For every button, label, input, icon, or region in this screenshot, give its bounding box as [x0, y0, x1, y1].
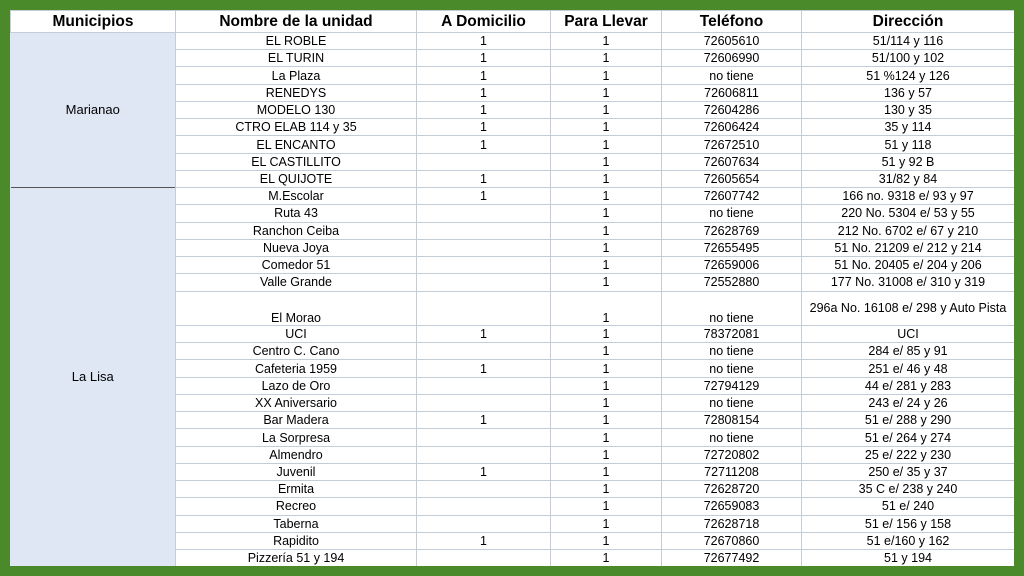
cell-telefono[interactable]: 72628769: [662, 222, 802, 239]
cell-nombre[interactable]: Valle Grande: [176, 274, 417, 291]
cell-domicilio[interactable]: [417, 291, 551, 326]
table-row: [11, 33, 1015, 50]
cell-llevar[interactable]: 1: [551, 136, 662, 153]
cell-direccion[interactable]: 35 y 114: [802, 119, 1015, 136]
cell-llevar[interactable]: 1: [551, 360, 662, 377]
cell-nombre[interactable]: EL ROBLE: [176, 33, 417, 50]
cell-domicilio[interactable]: 1: [417, 463, 551, 480]
cell-nombre[interactable]: XX Aniversario: [176, 394, 417, 411]
cell-direccion[interactable]: 51 e/ 156 y 158: [802, 515, 1015, 532]
cell-llevar[interactable]: 1: [551, 101, 662, 118]
cell-domicilio[interactable]: [417, 274, 551, 291]
cell-telefono[interactable]: 72606424: [662, 119, 802, 136]
cell-direccion[interactable]: UCI: [802, 326, 1015, 343]
cell-nombre[interactable]: EL QUIJOTE: [176, 170, 417, 187]
cell-telefono[interactable]: no tiene: [662, 343, 802, 360]
cell-telefono[interactable]: 72808154: [662, 412, 802, 429]
cell-telefono[interactable]: 72672510: [662, 136, 802, 153]
cell-direccion[interactable]: 51/100 y 102: [802, 50, 1015, 67]
cell-llevar[interactable]: 1: [551, 550, 662, 566]
cell-direccion[interactable]: 250 e/ 35 y 37: [802, 463, 1015, 480]
cell-domicilio[interactable]: [417, 239, 551, 256]
cell-telefono[interactable]: 72655495: [662, 239, 802, 256]
cell-domicilio[interactable]: 1: [417, 84, 551, 101]
cell-llevar[interactable]: 1: [551, 153, 662, 170]
cell-domicilio[interactable]: 1: [417, 50, 551, 67]
cell-domicilio[interactable]: [417, 153, 551, 170]
cell-telefono[interactable]: 72794129: [662, 377, 802, 394]
cell-domicilio[interactable]: 1: [417, 33, 551, 50]
cell-direccion[interactable]: 51 e/ 240: [802, 498, 1015, 515]
cell-direccion[interactable]: 284 e/ 85 y 91: [802, 343, 1015, 360]
cell-domicilio[interactable]: 1: [417, 136, 551, 153]
cell-domicilio[interactable]: [417, 377, 551, 394]
cell-nombre[interactable]: M.Escolar: [176, 188, 417, 205]
cell-domicilio[interactable]: 1: [417, 101, 551, 118]
cell-direccion[interactable]: 136 y 57: [802, 84, 1015, 101]
cell-nombre[interactable]: Rapidito: [176, 532, 417, 549]
header-row: [11, 11, 1015, 33]
cell-direccion[interactable]: 51 No. 21209 e/ 212 y 214: [802, 239, 1015, 256]
cell-nombre[interactable]: Centro C. Cano: [176, 343, 417, 360]
cell-domicilio[interactable]: [417, 394, 551, 411]
cell-direccion[interactable]: 31/82 y 84: [802, 170, 1015, 187]
cell-direccion[interactable]: 51 %124 y 126: [802, 67, 1015, 84]
cell-direccion[interactable]: 130 y 35: [802, 101, 1015, 118]
cell-llevar[interactable]: 1: [551, 274, 662, 291]
cell-domicilio[interactable]: [417, 550, 551, 566]
cell-telefono[interactable]: no tiene: [662, 67, 802, 84]
cell-direccion[interactable]: 51 y 118: [802, 136, 1015, 153]
cell-nombre[interactable]: La Sorpresa: [176, 429, 417, 446]
cell-llevar[interactable]: 1: [551, 377, 662, 394]
cell-domicilio[interactable]: [417, 429, 551, 446]
cell-nombre[interactable]: Nueva Joya: [176, 239, 417, 256]
cell-llevar[interactable]: 1: [551, 343, 662, 360]
cell-telefono[interactable]: 72628720: [662, 481, 802, 498]
cell-telefono[interactable]: 72604286: [662, 101, 802, 118]
cell-llevar[interactable]: 1: [551, 532, 662, 549]
cell-llevar[interactable]: 1: [551, 50, 662, 67]
cell-llevar[interactable]: 1: [551, 291, 662, 326]
cell-llevar[interactable]: 1: [551, 412, 662, 429]
cell-llevar[interactable]: 1: [551, 239, 662, 256]
cell-telefono[interactable]: no tiene: [662, 291, 802, 326]
cell-nombre[interactable]: MODELO 130: [176, 101, 417, 118]
cell-direccion[interactable]: 51/114 y 116: [802, 33, 1015, 50]
cell-direccion[interactable]: 51 No. 20405 e/ 204 y 206: [802, 257, 1015, 274]
cell-telefono[interactable]: 78372081: [662, 326, 802, 343]
cell-telefono[interactable]: 72606811: [662, 84, 802, 101]
cell-direccion[interactable]: 25 e/ 222 y 230: [802, 446, 1015, 463]
cell-domicilio[interactable]: [417, 481, 551, 498]
cell-direccion[interactable]: 51 e/ 264 y 274: [802, 429, 1015, 446]
cell-nombre[interactable]: Bar Madera: [176, 412, 417, 429]
cell-telefono[interactable]: 72607634: [662, 153, 802, 170]
header-llevar[interactable]: Para Llevar: [551, 11, 662, 33]
cell-telefono[interactable]: no tiene: [662, 394, 802, 411]
cell-domicilio[interactable]: 1: [417, 532, 551, 549]
cell-llevar[interactable]: 1: [551, 257, 662, 274]
cell-nombre[interactable]: Juvenil: [176, 463, 417, 480]
cell-nombre[interactable]: Pizzería 51 y 194: [176, 550, 417, 566]
cell-municipio[interactable]: Marianao: [11, 33, 176, 188]
cell-telefono[interactable]: 72607742: [662, 188, 802, 205]
header-nombre[interactable]: Nombre de la unidad: [176, 11, 417, 33]
cell-nombre[interactable]: CTRO ELAB 114 y 35: [176, 119, 417, 136]
cell-telefono[interactable]: 72711208: [662, 463, 802, 480]
cell-llevar[interactable]: 1: [551, 119, 662, 136]
cell-llevar[interactable]: 1: [551, 67, 662, 84]
cell-nombre[interactable]: Lazo de Oro: [176, 377, 417, 394]
cell-nombre[interactable]: UCI: [176, 326, 417, 343]
cell-domicilio[interactable]: 1: [417, 119, 551, 136]
cell-llevar[interactable]: 1: [551, 429, 662, 446]
cell-llevar[interactable]: 1: [551, 170, 662, 187]
cell-llevar[interactable]: 1: [551, 33, 662, 50]
cell-nombre[interactable]: Ruta 43: [176, 205, 417, 222]
cell-domicilio[interactable]: [417, 257, 551, 274]
cell-llevar[interactable]: 1: [551, 481, 662, 498]
cell-nombre[interactable]: EL CASTILLITO: [176, 153, 417, 170]
cell-nombre[interactable]: RENEDYS: [176, 84, 417, 101]
header-telefono[interactable]: Teléfono: [662, 11, 802, 33]
cell-telefono[interactable]: 72720802: [662, 446, 802, 463]
cell-domicilio[interactable]: 1: [417, 170, 551, 187]
cell-telefono[interactable]: 72606990: [662, 50, 802, 67]
cell-direccion[interactable]: 243 e/ 24 y 26: [802, 394, 1015, 411]
cell-telefono[interactable]: 72659006: [662, 257, 802, 274]
cell-telefono[interactable]: 72552880: [662, 274, 802, 291]
cell-direccion[interactable]: 51 y 194: [802, 550, 1015, 566]
cell-nombre[interactable]: EL TURIN: [176, 50, 417, 67]
cell-direccion[interactable]: 177 No. 31008 e/ 310 y 319: [802, 274, 1015, 291]
cell-direccion[interactable]: 166 no. 9318 e/ 93 y 97: [802, 188, 1015, 205]
cell-nombre[interactable]: Comedor 51: [176, 257, 417, 274]
cell-domicilio[interactable]: [417, 515, 551, 532]
cell-llevar[interactable]: 1: [551, 326, 662, 343]
cell-domicilio[interactable]: [417, 343, 551, 360]
cell-nombre[interactable]: Ranchon Ceiba: [176, 222, 417, 239]
cell-nombre[interactable]: Almendro: [176, 446, 417, 463]
units-table: [10, 10, 1014, 566]
cell-llevar[interactable]: 1: [551, 515, 662, 532]
cell-llevar[interactable]: 1: [551, 222, 662, 239]
cell-direccion[interactable]: 51 e/ 288 y 290: [802, 412, 1015, 429]
header-direccion[interactable]: Dirección: [802, 11, 1015, 33]
cell-nombre[interactable]: Cafeteria 1959: [176, 360, 417, 377]
cell-nombre[interactable]: El Morao: [176, 291, 417, 326]
cell-domicilio[interactable]: 1: [417, 360, 551, 377]
cell-domicilio[interactable]: 1: [417, 188, 551, 205]
cell-telefono[interactable]: no tiene: [662, 205, 802, 222]
cell-direccion[interactable]: 220 No. 5304 e/ 53 y 55: [802, 205, 1015, 222]
table-row: [11, 188, 1015, 205]
cell-direccion[interactable]: 51 y 92 B: [802, 153, 1015, 170]
cell-telefono[interactable]: 72605654: [662, 170, 802, 187]
cell-llevar[interactable]: 1: [551, 84, 662, 101]
cell-direccion[interactable]: 251 e/ 46 y 48: [802, 360, 1015, 377]
cell-telefono[interactable]: 72677492: [662, 550, 802, 566]
cell-direccion[interactable]: 44 e/ 281 y 283: [802, 377, 1015, 394]
cell-telefono[interactable]: 72628718: [662, 515, 802, 532]
cell-nombre[interactable]: EL ENCANTO: [176, 136, 417, 153]
cell-llevar[interactable]: 1: [551, 188, 662, 205]
cell-direccion[interactable]: 35 C e/ 238 y 240: [802, 481, 1015, 498]
header-domicilio[interactable]: A Domicilio: [417, 11, 551, 33]
cell-domicilio[interactable]: [417, 222, 551, 239]
cell-direccion[interactable]: 212 No. 6702 e/ 67 y 210: [802, 222, 1015, 239]
cell-llevar[interactable]: 1: [551, 463, 662, 480]
cell-nombre[interactable]: Ermita: [176, 481, 417, 498]
cell-domicilio[interactable]: [417, 446, 551, 463]
cell-domicilio[interactable]: 1: [417, 326, 551, 343]
cell-domicilio[interactable]: 1: [417, 412, 551, 429]
cell-domicilio[interactable]: 1: [417, 67, 551, 84]
spreadsheet-sheet: [10, 10, 1014, 566]
cell-municipio[interactable]: La Lisa: [11, 188, 176, 566]
cell-llevar[interactable]: 1: [551, 205, 662, 222]
header-municipios[interactable]: Municipios: [11, 11, 176, 33]
cell-telefono[interactable]: 72659083: [662, 498, 802, 515]
cell-direccion[interactable]: 51 e/160 y 162: [802, 532, 1015, 549]
cell-telefono[interactable]: 72605610: [662, 33, 802, 50]
cell-nombre[interactable]: Recreo: [176, 498, 417, 515]
cell-domicilio[interactable]: [417, 498, 551, 515]
cell-nombre[interactable]: La Plaza: [176, 67, 417, 84]
cell-llevar[interactable]: 1: [551, 446, 662, 463]
cell-telefono[interactable]: no tiene: [662, 429, 802, 446]
cell-telefono[interactable]: no tiene: [662, 360, 802, 377]
cell-direccion[interactable]: 296a No. 16108 e/ 298 y Auto Pista: [802, 291, 1015, 326]
cell-llevar[interactable]: 1: [551, 394, 662, 411]
cell-nombre[interactable]: Taberna: [176, 515, 417, 532]
cell-llevar[interactable]: 1: [551, 498, 662, 515]
cell-domicilio[interactable]: [417, 205, 551, 222]
cell-telefono[interactable]: 72670860: [662, 532, 802, 549]
